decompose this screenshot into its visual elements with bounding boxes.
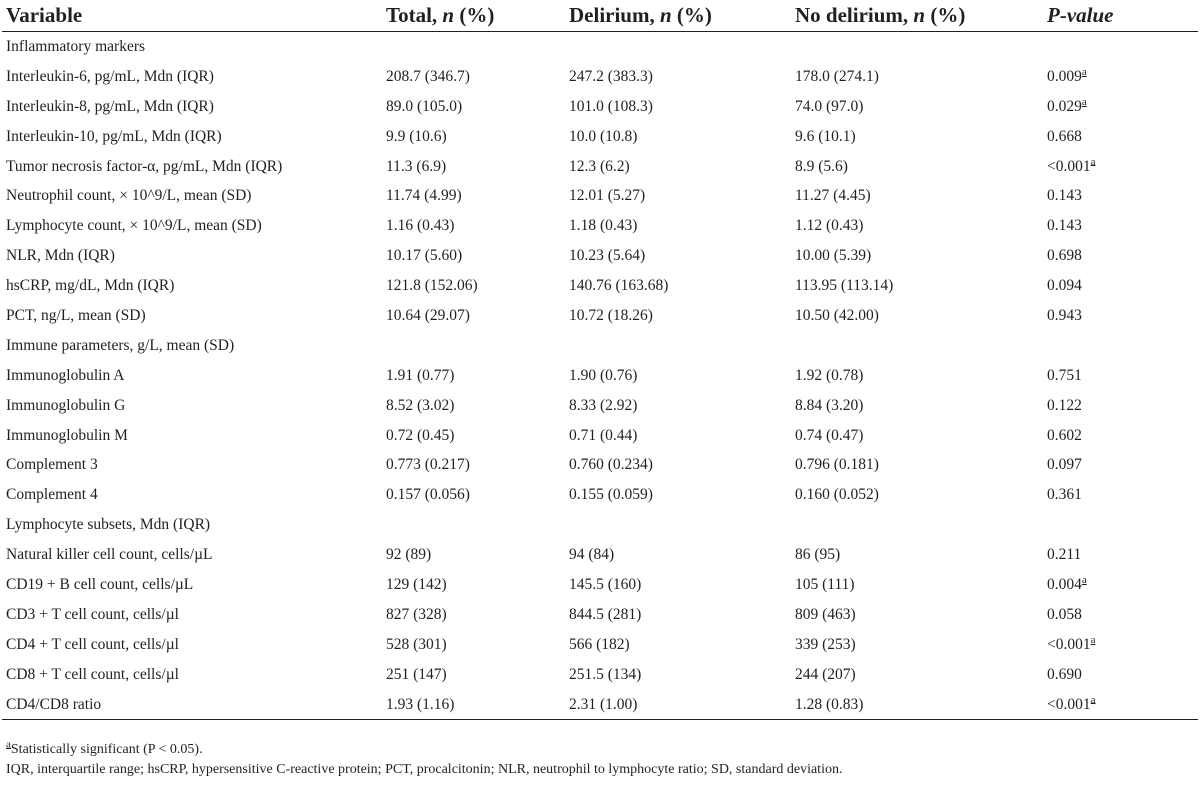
cell-variable — [2, 570, 382, 600]
table-row — [2, 32, 1198, 62]
cell-total — [382, 92, 565, 122]
table-row — [2, 600, 1198, 630]
cell-variable — [2, 211, 382, 241]
table-row — [2, 540, 1198, 570]
cell-total-text: 10.17 (5.60) — [386, 247, 463, 265]
cell-total-text: 0.773 (0.217) — [386, 456, 470, 474]
footnotes — [6, 740, 842, 780]
cell-delirium-text: 101.0 (108.3) — [569, 97, 653, 115]
cell-variable-text: Complement 4 — [6, 486, 98, 504]
cell-p-value-text: 0.668 — [1047, 127, 1082, 145]
cell-no-delirium-text: 244 (207) — [795, 665, 856, 683]
table-header — [2, 0, 1198, 32]
cell-total — [382, 271, 565, 301]
footnote-marker: a — [6, 738, 11, 751]
cell-p-value-text: 0.097 — [1047, 456, 1082, 474]
cell-delirium — [565, 600, 791, 630]
cell-p-value — [1043, 271, 1198, 301]
cell-no-delirium — [791, 92, 1043, 122]
cell-no-delirium — [791, 600, 1043, 630]
cell-variable-text: Natural killer cell count, cells/µL — [6, 546, 213, 564]
cell-delirium — [565, 510, 791, 540]
table-row — [2, 421, 1198, 451]
table-row — [2, 690, 1198, 720]
cell-variable — [2, 630, 382, 660]
cell-no-delirium — [791, 122, 1043, 152]
cell-p-value-text: 0.602 — [1047, 426, 1082, 444]
cell-no-delirium-text: 339 (253) — [795, 635, 856, 653]
cell-p-value — [1043, 181, 1198, 211]
cell-no-delirium-text: 1.92 (0.78) — [795, 366, 864, 384]
cell-variable-text: Inflammatory markers — [6, 37, 146, 55]
significance-marker: a — [1081, 95, 1087, 108]
cell-delirium-text: 247.2 (383.3) — [569, 67, 653, 85]
cell-delirium-text: 10.23 (5.64) — [569, 247, 646, 265]
header-nodel-prefix: No delirium, — [795, 3, 914, 27]
header-total-prefix: Total, — [386, 3, 443, 27]
table-row — [2, 211, 1198, 241]
cell-delirium-text: 8.33 (2.92) — [569, 396, 638, 414]
cell-total — [382, 361, 565, 391]
cell-no-delirium — [791, 241, 1043, 271]
cell-variable — [2, 540, 382, 570]
table-row — [2, 331, 1198, 361]
cell-delirium — [565, 211, 791, 241]
cell-variable-text: Interleukin-6, pg/mL, Mdn (IQR) — [6, 67, 214, 85]
significance-marker: a — [1090, 633, 1096, 646]
cell-delirium-text: 94 (84) — [569, 546, 615, 564]
cell-total-text: 1.93 (1.16) — [386, 695, 455, 713]
header-delirium-suffix: (%) — [671, 3, 712, 27]
cell-p-value-text: 0.143 — [1047, 217, 1082, 235]
cell-no-delirium-text: 809 (463) — [795, 605, 856, 623]
cell-p-value-text: <0.001 — [1047, 157, 1091, 175]
cell-no-delirium-text: 178.0 (274.1) — [795, 67, 879, 85]
cell-no-delirium — [791, 271, 1043, 301]
cell-delirium-text: 0.155 (0.059) — [569, 486, 653, 504]
cell-no-delirium-text: 0.796 (0.181) — [795, 456, 879, 474]
header-variable-text: Variable — [6, 3, 83, 27]
cell-total-text: 528 (301) — [386, 635, 447, 653]
cell-p-value — [1043, 92, 1198, 122]
cell-total-text: 9.9 (10.6) — [386, 127, 447, 145]
cell-no-delirium-text: 0.74 (0.47) — [795, 426, 864, 444]
table-row — [2, 152, 1198, 182]
cell-no-delirium — [791, 540, 1043, 570]
cell-delirium-text: 0.71 (0.44) — [569, 426, 638, 444]
cell-variable-text: CD4 + T cell count, cells/µl — [6, 635, 179, 653]
cell-p-value — [1043, 540, 1198, 570]
cell-variable — [2, 301, 382, 331]
cell-no-delirium-text: 1.28 (0.83) — [795, 695, 864, 713]
cell-total-text: 0.157 (0.056) — [386, 486, 470, 504]
cell-delirium — [565, 450, 791, 480]
cell-total-text: 251 (147) — [386, 665, 447, 683]
cell-delirium — [565, 660, 791, 690]
cell-variable-text: CD4/CD8 ratio — [6, 695, 102, 713]
cell-variable-text: Interleukin-8, pg/mL, Mdn (IQR) — [6, 97, 214, 115]
cell-p-value — [1043, 301, 1198, 331]
header-no-delirium — [791, 0, 1043, 32]
cell-total — [382, 152, 565, 182]
cell-delirium-text: 844.5 (281) — [569, 605, 642, 623]
cell-delirium-text: 12.3 (6.2) — [569, 157, 630, 175]
cell-total-text: 121.8 (152.06) — [386, 277, 478, 295]
cell-total — [382, 122, 565, 152]
cell-no-delirium-text: 8.9 (5.6) — [795, 157, 848, 175]
cell-delirium — [565, 630, 791, 660]
header-variable — [2, 0, 382, 32]
cell-total — [382, 510, 565, 540]
cell-delirium-text: 2.31 (1.00) — [569, 695, 638, 713]
cell-no-delirium-text: 105 (111) — [795, 575, 855, 593]
cell-total-text: 11.74 (4.99) — [386, 187, 462, 205]
cell-variable — [2, 122, 382, 152]
cell-delirium-text: 0.760 (0.234) — [569, 456, 653, 474]
cell-p-value-text: 0.211 — [1047, 546, 1082, 564]
footnote-significance — [6, 740, 842, 760]
header-total-n: n — [442, 3, 455, 27]
cell-p-value — [1043, 480, 1198, 510]
cell-no-delirium-text: 8.84 (3.20) — [795, 396, 864, 414]
cell-p-value-text: 0.122 — [1047, 396, 1082, 414]
cell-p-value-text: <0.001 — [1047, 635, 1091, 653]
cell-p-value-text: 0.690 — [1047, 665, 1082, 683]
cell-p-value — [1043, 690, 1198, 720]
cell-variable-text: Immune parameters, g/L, mean (SD) — [6, 336, 235, 354]
cell-variable-text: CD3 + T cell count, cells/µl — [6, 605, 179, 623]
cell-delirium-text: 145.5 (160) — [569, 575, 642, 593]
cell-total-text: 0.72 (0.45) — [386, 426, 455, 444]
cell-total — [382, 62, 565, 92]
cell-total — [382, 480, 565, 510]
cell-no-delirium — [791, 32, 1043, 62]
cell-delirium-text: 251.5 (134) — [569, 665, 642, 683]
cell-p-value — [1043, 421, 1198, 451]
cell-delirium — [565, 241, 791, 271]
cell-p-value — [1043, 331, 1198, 361]
header-delirium-prefix: Delirium, — [569, 3, 660, 27]
cell-total-text: 208.7 (346.7) — [386, 67, 470, 85]
cell-no-delirium — [791, 211, 1043, 241]
cell-total-text: 827 (328) — [386, 605, 447, 623]
cell-total-text: 89.0 (105.0) — [386, 97, 463, 115]
cell-p-value-text: 0.009 — [1047, 67, 1082, 85]
cell-total-text: 11.3 (6.9) — [386, 157, 447, 175]
cell-no-delirium — [791, 690, 1043, 720]
cell-variable — [2, 152, 382, 182]
header-p-value — [1043, 0, 1198, 32]
cell-p-value — [1043, 152, 1198, 182]
cell-variable — [2, 361, 382, 391]
cell-total-text: 129 (142) — [386, 575, 447, 593]
cell-variable — [2, 450, 382, 480]
cell-variable-text: NLR, Mdn (IQR) — [6, 247, 115, 265]
cell-no-delirium-text: 1.12 (0.43) — [795, 217, 864, 235]
cell-total — [382, 241, 565, 271]
table-row — [2, 92, 1198, 122]
cell-total — [382, 32, 565, 62]
cell-delirium-text: 566 (182) — [569, 635, 630, 653]
cell-no-delirium — [791, 181, 1043, 211]
table-row — [2, 361, 1198, 391]
cell-no-delirium — [791, 361, 1043, 391]
cell-no-delirium — [791, 450, 1043, 480]
cell-p-value — [1043, 62, 1198, 92]
cell-no-delirium — [791, 331, 1043, 361]
cell-total-text: 92 (89) — [386, 546, 432, 564]
cell-delirium — [565, 690, 791, 720]
table-row — [2, 181, 1198, 211]
cell-p-value-text: 0.143 — [1047, 187, 1082, 205]
cell-delirium — [565, 570, 791, 600]
cell-p-value — [1043, 450, 1198, 480]
cell-variable — [2, 480, 382, 510]
cell-variable — [2, 600, 382, 630]
cell-total — [382, 211, 565, 241]
significance-marker: a — [1081, 65, 1087, 78]
cell-delirium — [565, 271, 791, 301]
significance-marker: a — [1090, 155, 1096, 168]
cell-no-delirium — [791, 630, 1043, 660]
cell-delirium — [565, 122, 791, 152]
table-row — [2, 570, 1198, 600]
table-row — [2, 122, 1198, 152]
table-row — [2, 450, 1198, 480]
cell-variable-text: Interleukin-10, pg/mL, Mdn (IQR) — [6, 127, 222, 145]
cell-p-value-text: 0.029 — [1047, 97, 1082, 115]
cell-p-value-text: 0.058 — [1047, 605, 1082, 623]
cell-p-value — [1043, 211, 1198, 241]
cell-no-delirium-text: 113.95 (113.14) — [795, 277, 894, 295]
cell-delirium — [565, 62, 791, 92]
cell-total — [382, 391, 565, 421]
header-delirium — [565, 0, 791, 32]
cell-delirium-text: 10.72 (18.26) — [569, 306, 653, 324]
cell-delirium-text: 140.76 (163.68) — [569, 277, 669, 295]
cell-p-value-text: 0.698 — [1047, 247, 1082, 265]
cell-total — [382, 331, 565, 361]
cell-total-text: 1.16 (0.43) — [386, 217, 455, 235]
cell-no-delirium-text: 9.6 (10.1) — [795, 127, 856, 145]
cell-delirium-text: 1.18 (0.43) — [569, 217, 638, 235]
cell-total — [382, 630, 565, 660]
cell-variable-text: Complement 3 — [6, 456, 98, 474]
cell-p-value-text: <0.001 — [1047, 695, 1091, 713]
cell-total — [382, 600, 565, 630]
cell-no-delirium-text: 0.160 (0.052) — [795, 486, 879, 504]
cell-total-text: 8.52 (3.02) — [386, 396, 455, 414]
cell-no-delirium — [791, 480, 1043, 510]
cell-variable-text: Lymphocyte subsets, Mdn (IQR) — [6, 516, 211, 534]
cell-p-value — [1043, 391, 1198, 421]
cell-variable — [2, 181, 382, 211]
cell-variable — [2, 331, 382, 361]
cell-variable-text: Immunoglobulin M — [6, 426, 128, 444]
cell-no-delirium — [791, 62, 1043, 92]
footnote-significance-text: Statistically significant (P < 0.05). — [10, 742, 203, 757]
cell-variable — [2, 241, 382, 271]
cell-delirium-text: 1.90 (0.76) — [569, 366, 638, 384]
cell-no-delirium-text: 10.50 (42.00) — [795, 306, 879, 324]
cell-p-value — [1043, 630, 1198, 660]
cell-p-value — [1043, 600, 1198, 630]
table-row — [2, 62, 1198, 92]
cell-delirium — [565, 391, 791, 421]
cell-total — [382, 660, 565, 690]
cell-total-text: 10.64 (29.07) — [386, 306, 470, 324]
cell-p-value — [1043, 361, 1198, 391]
cell-no-delirium — [791, 152, 1043, 182]
table-row — [2, 660, 1198, 690]
cell-p-value — [1043, 32, 1198, 62]
cell-total — [382, 540, 565, 570]
cell-variable-text: CD8 + T cell count, cells/µl — [6, 665, 179, 683]
cell-delirium — [565, 92, 791, 122]
cell-delirium — [565, 331, 791, 361]
cell-variable — [2, 660, 382, 690]
cell-no-delirium — [791, 391, 1043, 421]
cell-total — [382, 181, 565, 211]
table-row — [2, 480, 1198, 510]
cell-variable — [2, 391, 382, 421]
cell-total — [382, 570, 565, 600]
cell-p-value-text: 0.094 — [1047, 277, 1082, 295]
cell-total-text: 1.91 (0.77) — [386, 366, 455, 384]
cell-variable — [2, 62, 382, 92]
cell-p-value-text: 0.004 — [1047, 575, 1082, 593]
cell-delirium — [565, 181, 791, 211]
table-body — [2, 32, 1198, 720]
cell-variable — [2, 510, 382, 540]
cell-delirium — [565, 540, 791, 570]
cell-variable-text: PCT, ng/L, mean (SD) — [6, 306, 146, 324]
significance-marker: a — [1081, 573, 1087, 586]
cell-no-delirium-text: 86 (95) — [795, 546, 841, 564]
cell-total — [382, 450, 565, 480]
cell-no-delirium — [791, 421, 1043, 451]
cell-total — [382, 690, 565, 720]
header-row — [2, 0, 1198, 32]
table-row — [2, 510, 1198, 540]
cell-p-value — [1043, 241, 1198, 271]
cell-no-delirium — [791, 301, 1043, 331]
cell-delirium — [565, 152, 791, 182]
cell-variable-text: Neutrophil count, × 10^9/L, mean (SD) — [6, 187, 252, 205]
significance-marker: a — [1090, 693, 1096, 706]
cell-variable — [2, 690, 382, 720]
header-nodel-n: n — [913, 3, 926, 27]
table-row — [2, 271, 1198, 301]
cell-p-value — [1043, 122, 1198, 152]
cell-delirium — [565, 301, 791, 331]
cell-no-delirium-text: 10.00 (5.39) — [795, 247, 872, 265]
header-p-value-text: P-value — [1047, 3, 1114, 27]
table-row — [2, 301, 1198, 331]
cell-p-value — [1043, 570, 1198, 600]
cell-delirium — [565, 421, 791, 451]
cell-delirium-text: 10.0 (10.8) — [569, 127, 638, 145]
cell-p-value-text: 0.751 — [1047, 366, 1082, 384]
cell-p-value — [1043, 660, 1198, 690]
cell-variable-text: Tumor necrosis factor-α, pg/mL, Mdn (IQR) — [6, 157, 283, 175]
table-row — [2, 241, 1198, 271]
cell-variable-text: hsCRP, mg/dL, Mdn (IQR) — [6, 277, 175, 295]
cell-variable — [2, 92, 382, 122]
header-nodel-suffix: (%) — [925, 3, 966, 27]
table-row — [2, 630, 1198, 660]
cell-variable — [2, 421, 382, 451]
cell-no-delirium — [791, 570, 1043, 600]
cell-total — [382, 421, 565, 451]
cell-no-delirium — [791, 510, 1043, 540]
cell-variable-text: Immunoglobulin G — [6, 396, 126, 414]
cell-variable-text: Immunoglobulin A — [6, 366, 125, 384]
cell-delirium-text: 12.01 (5.27) — [569, 187, 646, 205]
cell-total — [382, 301, 565, 331]
header-delirium-n: n — [659, 3, 672, 27]
cell-no-delirium — [791, 660, 1043, 690]
cell-delirium — [565, 32, 791, 62]
cell-delirium — [565, 361, 791, 391]
cell-p-value-text: 0.943 — [1047, 306, 1082, 324]
header-total-suffix: (%) — [454, 3, 495, 27]
cell-delirium — [565, 480, 791, 510]
cell-variable-text: Lymphocyte count, × 10^9/L, mean (SD) — [6, 217, 262, 235]
table-row — [2, 391, 1198, 421]
cell-no-delirium-text: 74.0 (97.0) — [795, 97, 864, 115]
cell-variable-text: CD19 + B cell count, cells/µL — [6, 575, 194, 593]
cell-p-value — [1043, 510, 1198, 540]
footnote-abbreviations: IQR, interquartile range; hsCRP, hypersensitive C-reactive protein; PCT, procalcitonin; NLR, neutrophil to lymphocyte ratio; SD, standard deviation. — [6, 762, 843, 777]
cell-variable — [2, 32, 382, 62]
cell-variable — [2, 271, 382, 301]
results-table — [2, 0, 1198, 720]
header-total — [382, 0, 565, 32]
cell-p-value-text: 0.361 — [1047, 486, 1082, 504]
cell-no-delirium-text: 11.27 (4.45) — [795, 187, 871, 205]
